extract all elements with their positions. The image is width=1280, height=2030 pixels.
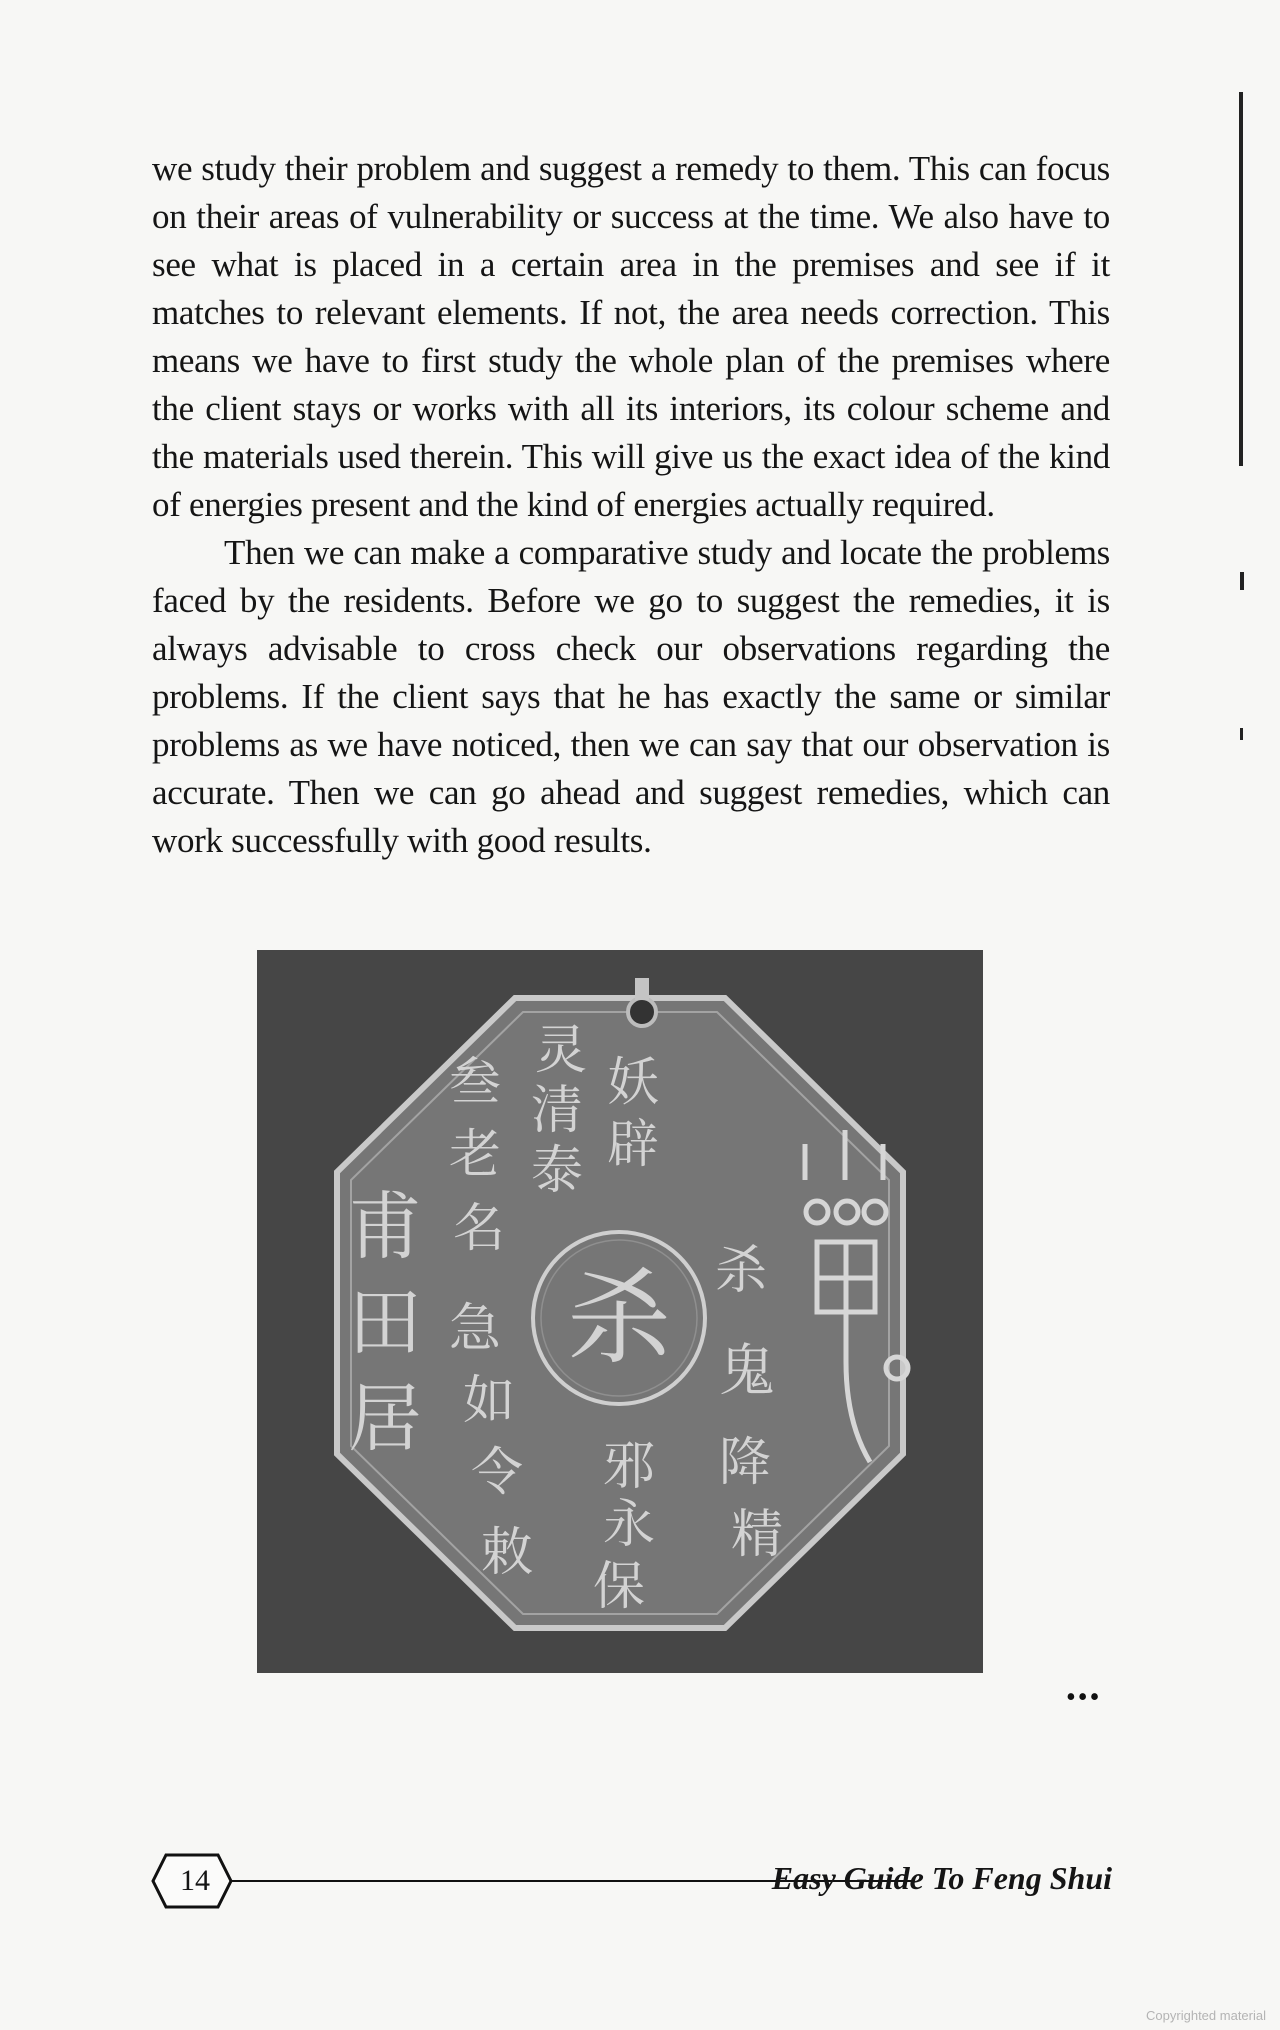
amulet-char: 妖 [606,1053,660,1113]
amulet-char: 居 [348,1376,422,1462]
amulet-char: 清 [530,1081,584,1141]
copyright-watermark: Copyrighted material [1146,2008,1266,2023]
paragraph-1: we study their problem and suggest a remedy to them. This can focus on their areas of vulnerability or success at the time. We also have to see what is placed in a certain area in the premises and see if it matches to relevant elements. If not, the area needs correction. This means we have to first study the whole plan of the premises where the client stays or works with all its interiors, its colour scheme and the materials used therein. This will give us the exact idea of the kind of energies present and the kind of energies actually required. [152,149,1110,524]
amulet-char: 灵 [534,1021,588,1081]
amulet-char: 邪 [602,1437,656,1497]
amulet-char: 叁 [448,1053,502,1113]
page-number: 14 [180,1864,210,1897]
amulet-char: 精 [730,1505,784,1565]
section-end-ornament: ••• [1066,1682,1102,1713]
amulet-char: 急 [448,1299,502,1359]
amulet-char: 令 [470,1443,524,1503]
amulet-char: 鬼 [719,1339,775,1404]
amulet-char: 泰 [530,1141,584,1201]
running-book-title: Easy Guide To Feng Shui [771,1860,1112,1896]
amulet-char: 敕 [480,1523,534,1583]
amulet-char: 老 [448,1125,502,1185]
margin-mark-long [1239,92,1243,466]
amulet-char: 如 [462,1371,516,1431]
amulet-char: 保 [592,1557,646,1617]
margin-mark-short-2 [1240,728,1243,740]
amulet-char: 杀 [714,1241,768,1301]
amulet-char: 名 [452,1199,506,1259]
page-footer [150,1850,1112,1910]
amulet-center-char: 杀 [566,1257,672,1379]
margin-mark-short-1 [1240,572,1244,590]
paragraph-2: Then we can make a comparative study and locate the problems faced by the residents. Before we go to suggest the remedies, it is always advisable to cross check our observations regarding the problems. If the client says that he has exactly the same or similar problems as we have noticed, then we can say that our observation is accurate. Then we can go ahead and suggest remedies, which can work successfully with good results. [152,533,1110,860]
amulet-char: 辟 [606,1115,660,1175]
octagonal-amulet-photo [257,950,983,1673]
body-text [152,145,1110,865]
amulet-char: 甫 [348,1184,422,1270]
amulet-char: 永 [602,1495,656,1555]
amulet-char: 降 [718,1433,772,1493]
amulet-char: 田 [348,1280,422,1366]
